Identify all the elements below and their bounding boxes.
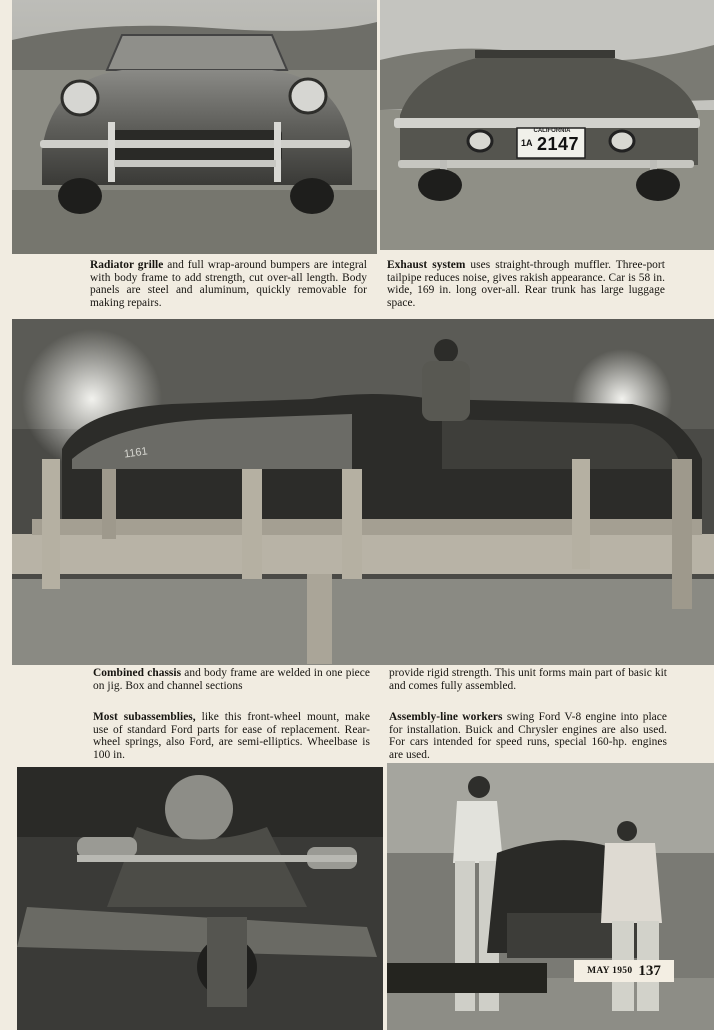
page-number: 137: [638, 962, 661, 979]
caption-exhaust-system: [387, 259, 665, 309]
license-plate-number: 2147: [537, 134, 580, 154]
photo-chassis-jig: [12, 319, 714, 665]
caption-lead: Exhaust system: [387, 259, 466, 271]
photo-front-wheel-mount: [17, 767, 383, 1030]
caption-lead: Most subassemblies,: [93, 711, 196, 723]
photo-engine-installation: [387, 763, 714, 1030]
caption-combined-chassis: [93, 667, 370, 692]
page-folio: [574, 960, 674, 982]
caption-lead: Radiator grille: [90, 259, 164, 271]
caption-lead: Combined chassis: [93, 667, 182, 679]
photo-car-rear: [380, 0, 714, 250]
jig-number-label: 1161: [123, 445, 149, 461]
caption-subassemblies: [93, 711, 370, 761]
caption-text: and full wrap-around bumpers are integral with body frame to add strength, cut over-all length. Body panels are steel and aluminum, quickly removable for making repairs.: [90, 259, 367, 309]
photo-car-front: [12, 0, 377, 254]
caption-text: swing Ford V-8 engine into place for installation. Buick and Chrysler engines are also used. For cars intended for speed runs, special 160-hp. engines are used.: [389, 711, 667, 761]
license-plate-prefix: 1A: [521, 138, 533, 148]
caption-text: and body frame are welded in one piece on jig. Box and channel sections: [93, 667, 370, 692]
caption-assembly-line: [389, 711, 667, 761]
caption-radiator-grille: [90, 259, 367, 309]
caption-text: uses straight-through muffler. Three-port tailpipe reduces noise, gives rakish appearance. Car is 58 in. wide, 169 in. long over-all. Rear trunk has large luggage space.: [387, 259, 665, 309]
license-plate-state: CALIFORNIA: [533, 128, 571, 134]
caption-chassis-continued: [389, 667, 667, 692]
caption-text: like this front-wheel mount, make use of standard Ford parts for ease of replacement. Rear-wheel springs, also Ford, are semi-elliptics. Wheelbase is 100 in.: [93, 711, 371, 761]
caption-text: provide rigid strength. This unit forms main part of basic kit and comes fully assembled.: [389, 667, 667, 692]
folio-date: MAY 1950: [587, 966, 633, 976]
caption-lead: Assembly-line workers: [389, 711, 503, 723]
